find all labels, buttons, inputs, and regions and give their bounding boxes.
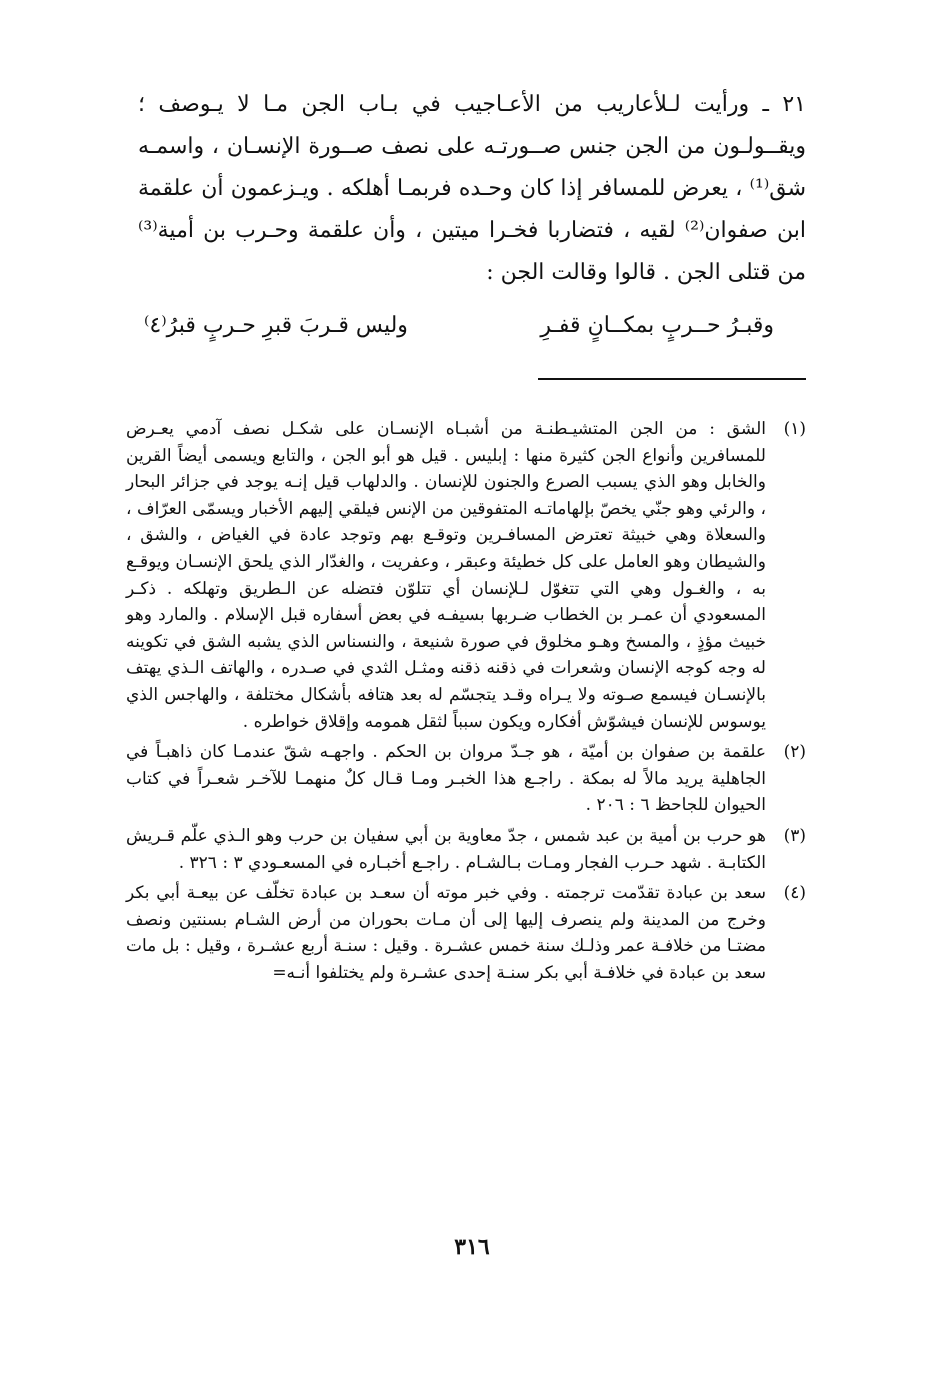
footnote-1 [126,416,806,735]
footnote-number: (٢) [783,742,806,763]
footnote-number: (١) [783,419,806,439]
page-number: ٣١٦ [454,1234,490,1260]
footnotes-section [126,416,806,990]
footnote-text: الشق : من الجن المتشيـطنـة من أشبـاه الإنسـان على شكـل نصف آدمي يعـرض للمسافرين وأنواع الجن كثيرة منها : إبليس . قيل هو أبو الجن ، والتابع ويسمى أيضاً القرين والخابل وهو الذي يسبب الصرع والجنون للإنسان . والدلهاب قيل إنـه يوجد في جزائر البحار ، والرئي وهو جنّي يخصّ بإلهاماتـه المتفوقين من الإنس فيلقي إليهم الأخبار ويسمّى العرّاف ، والسعلاة وهي خبيثة تعترض المسافـرين وتوقـع بهم وتوجد عادة في الغياض ، والشق ، والشيطان وهو العامل على كل خطيئة وعبقر ، وعفريت ، والغدّار الذي يلحق الإنسـان ويوقـع به ، والغـول وهي التي تتغوّل لـلإنسان أي تتلوّن فتضله عن الـطريق وتهلكه . ذكـر المسعودي أن عمـر بن الخطاب ضـربها بسيفـه في بعض أسفاره قبل الإسلام . والمارد وهو خبيث مؤذٍ ، والمسخ وهـو مخلوق في صورة شنيعة ، والنسناس الذي يشبه الشق في تكوينه له وجه كوجه الإنسان وشعرات في ذقنه ذقنه ومثـل الثدي في صـدره ، والهاتف الـذي يهتف بالإنسـان فيسمع صـوته ولا يـراه وقـد يتجسّم له بعد هتافه بأشكال مختلفة ، والهاجس الذي يوسوس للإنسان فيشوّش أفكاره ويكون سبباً لثقل همومه وإقلاق خواطره . [126,419,766,732]
footnote-3 [126,823,806,876]
verse-second-hemistich: وليس قـربَ قبرِ حـربٍ قبرُ⁽٤⁾ [144,313,408,338]
footnote-2 [126,739,806,819]
footnote-number: (٣) [783,825,806,846]
footnote-text: هو حرب بن أمية بن عبد شمس ، جدّ معاوية بن أبي سفيان بن حرب وهو الـذي علّم قـريش الكتابـة . شهد حـرب الفجار ومـات بـالشـام . راجـع أخبـاره في المسعـودي ٣ : ٣٢٦ . [126,825,766,873]
footnote-4 [126,880,806,986]
footnote-text: علقمة بن صفوان بن أميّة ، هو جـدّ مروان بن الحكم . واجهـه شقّ عندمـا كان ذاهبـاً في الجاهلية يريد مالاً له بمكة . راجـع هذا الخبـر ومـا قـال كلٌ منهمـا للآخـر شعـراً في كتاب الحيوان للجاحظ ٦ : ٢٠٦ . [126,742,766,816]
main-text-block [138,84,806,294]
footnote-text: سعد بن عبادة تقدّمت ترجمته . وفي خبر موته أن سعـد بن عبادة تخلّف عن بيعـة أبي بكر وخرج من المدينة ولم ينصرف إليها إلى أن مـات بحوران من أرض الشـام بسنتين ونصف مضتـا من خلافـة عمر وذلـك سنة خمس عشـرة . وقيل : سنـة أربع عشـرة ، وقيل : بل مات سعد بن عبادة في خلافـة أبي بكر سنـة إحدى عشـرة ولم يختلفوا أنـه= [126,883,766,983]
main-paragraph: ٢١ ـ ورأيت لـلأعاريب من الأعـاجيب في بـاب الجن مـا لا يـوصف ؛ ويقــولـون من الجن جنس صــورتـه على نصف صــورة الإنسـان ، واسمـه شق⁽¹⁾ ، يعرض للمسافر إذا كان وحـده فربمـا أهلكه . ويـزعمون أن علقمة ابن صفوان⁽²⁾ لقيه ، فتضاربا فخـرا ميتين ، وأن علقمة وحـرب بن أمية⁽³⁾ من قتلى الجن . قالوا وقالت الجن : [138,92,806,285]
verse-first-hemistich: وقبـرُ حــربٍ بمكــانٍ قفـرِ [540,313,774,338]
footnote-separator [538,378,806,380]
footnote-number: (٤) [783,883,806,904]
poem-verse [144,306,774,346]
